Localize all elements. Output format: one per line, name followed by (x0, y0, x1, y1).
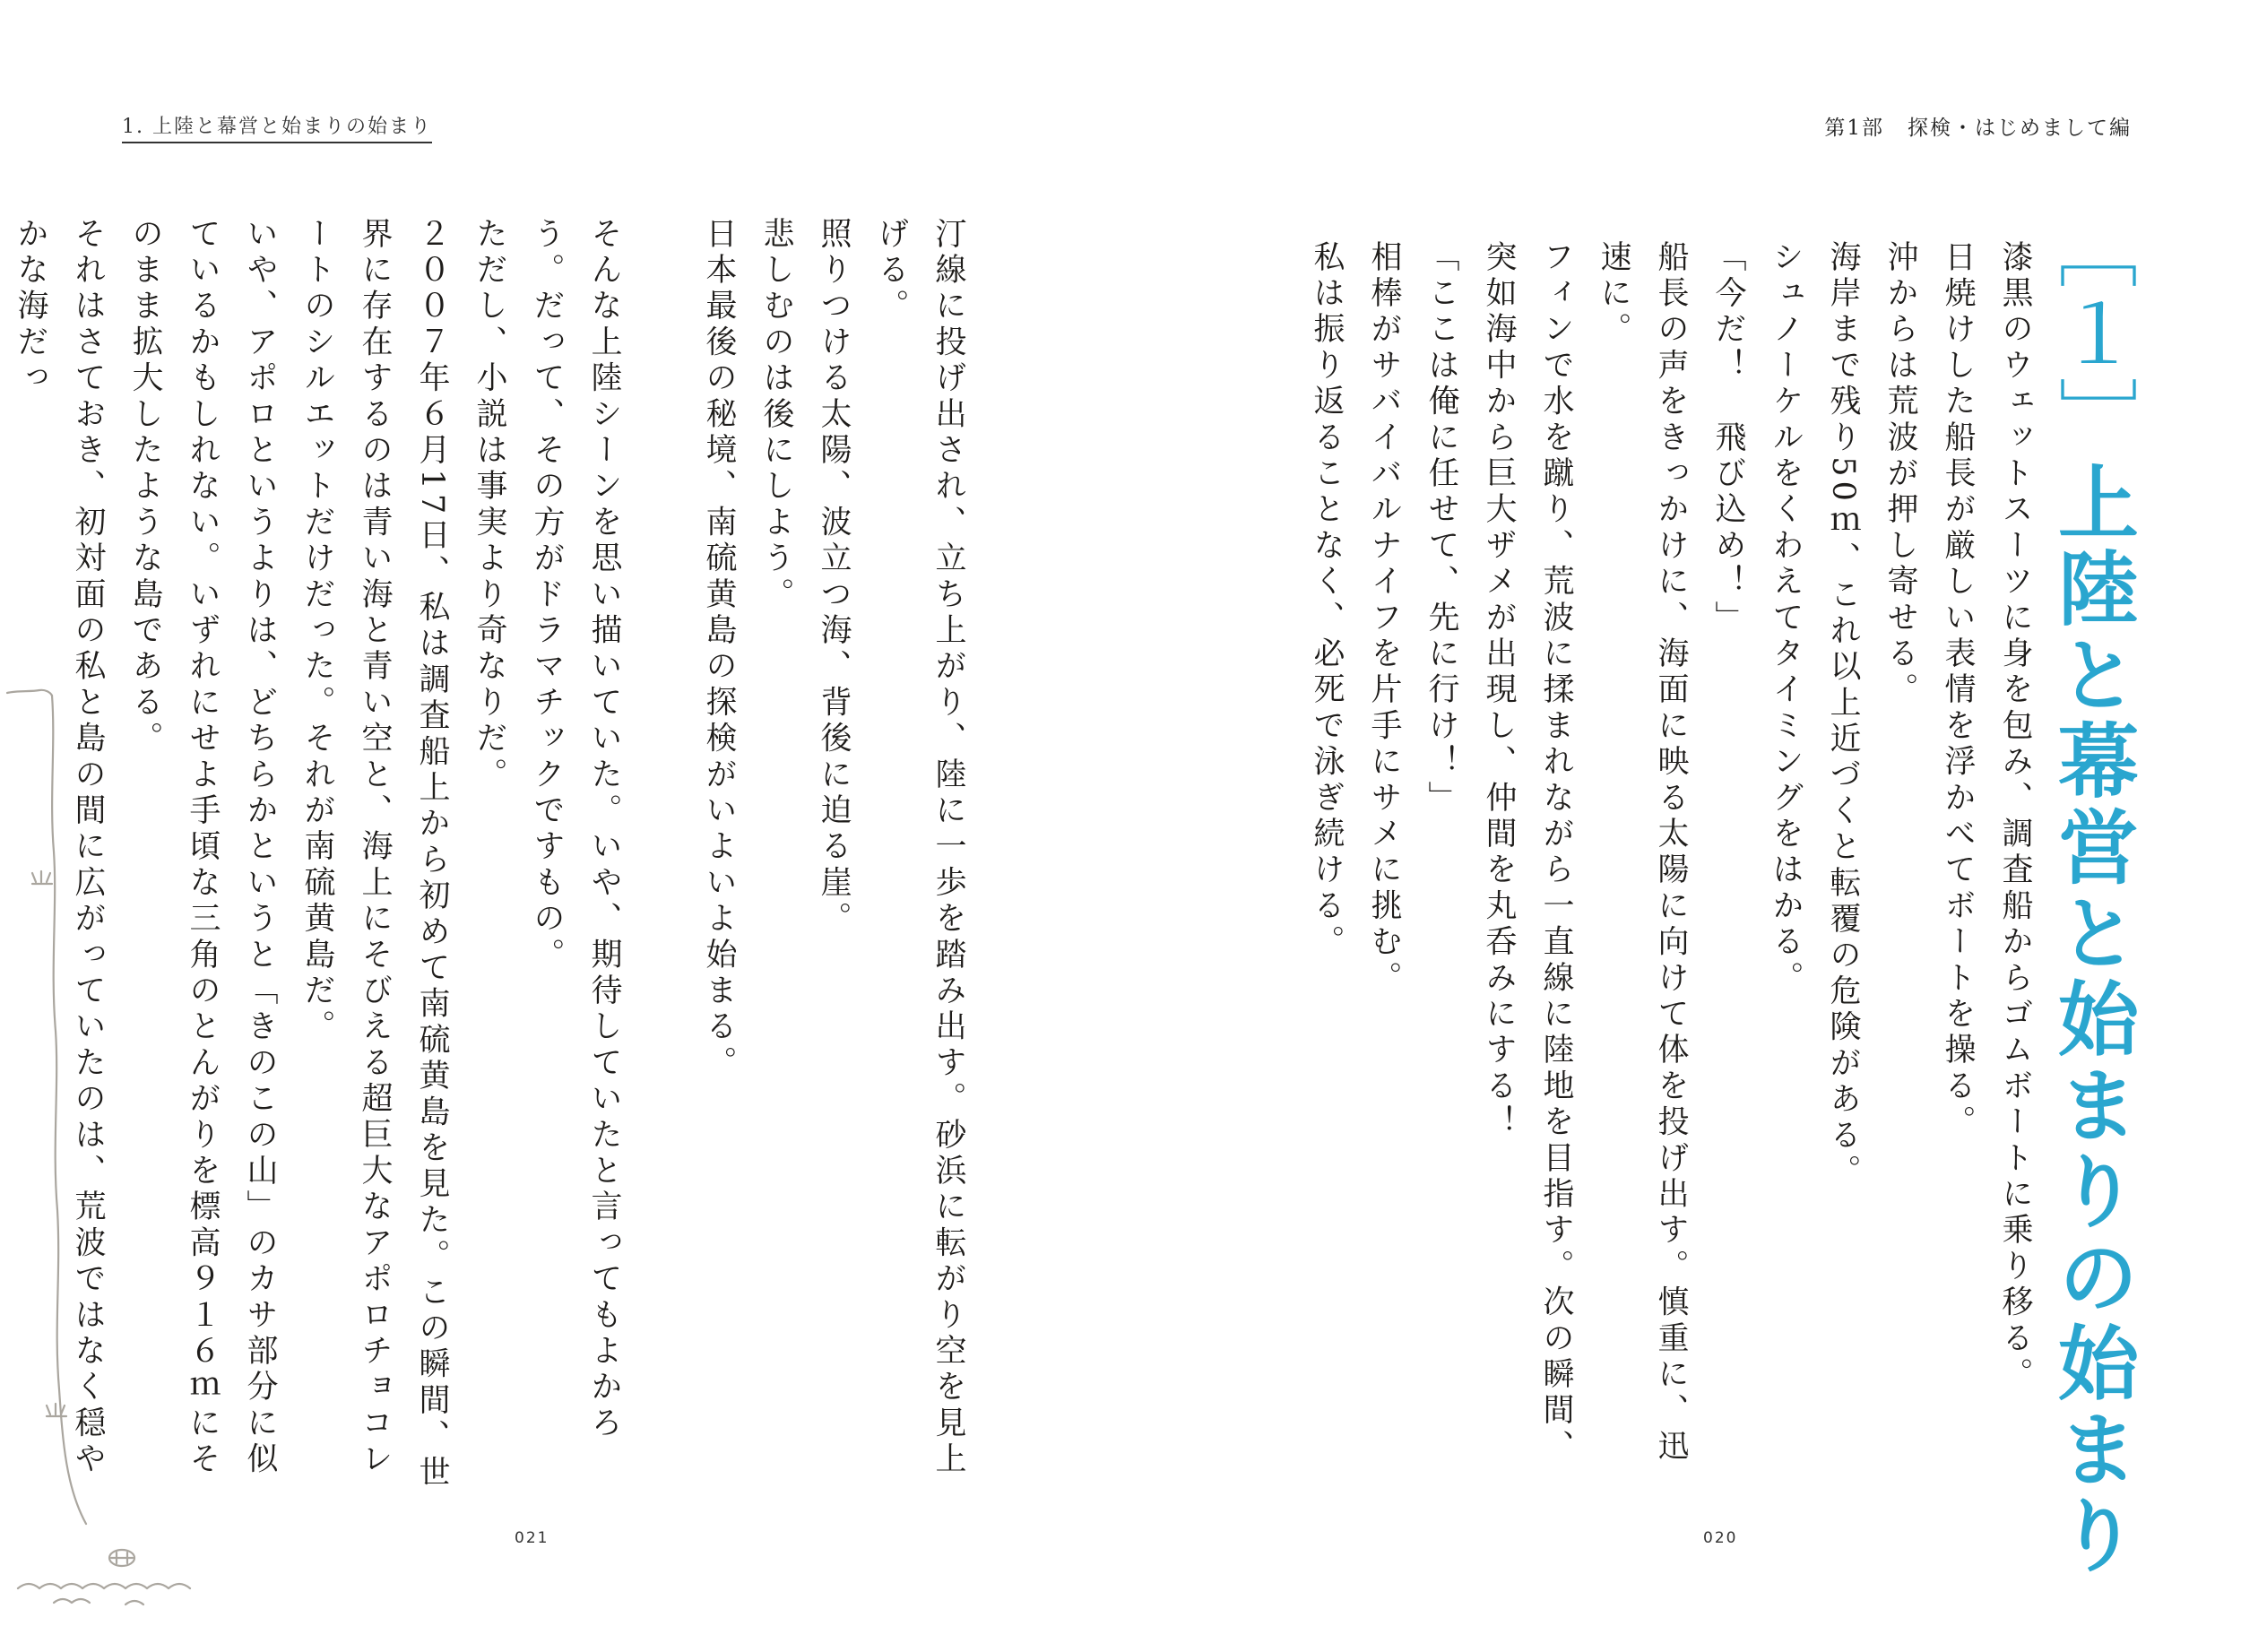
paragraph: 「ここは俺に任せて、先に行け！」 (1423, 240, 1459, 817)
paragraph: 漆黒のウェットスーツに身を包み、調査船からゴムボートに乗り移る。 (1997, 240, 2033, 1394)
paragraph: 「今だ！ 飛び込め！」 (1710, 240, 1746, 637)
paragraph: 私は振り返ることなく、必死で泳ぎ続ける。 (1309, 240, 1345, 961)
paragraph: シュノーケルをくわえてタイミングをはかる。 (1768, 240, 1804, 998)
running-head-section: 探検・はじめまして編 (1908, 117, 2132, 140)
chapter-title-text: 上陸と幕営と始まりの始まり (2044, 461, 2138, 1579)
paragraph: ただし、小説は事実より奇なりだ。 (472, 217, 507, 794)
paragraph: 日本最後の秘境、南硫黄島の探検がいよいよ始まる。 (701, 217, 737, 1082)
paragraph: 汀線に投げ出され、立ち上がり、陸に一歩を踏み出す。砂浜に転がり空を見上げる。 (873, 217, 966, 1478)
paragraph: それはさておき、初対面の私と島の間に広がっていたのは、荒波ではなく穏やかな海だっ (13, 217, 106, 1478)
paragraph: 船長の声をきっかけに、海面に映る太陽に向けて体を投げ出す。慎重に、迅速に。 (1596, 240, 1689, 1466)
paragraph: そんな上陸シーンを思い描いていた。いや、期待していたと言ってもよかろう。だって、その方がドラマチックですもの。 (529, 217, 622, 1442)
paragraph: 海岸まで残り50ｍ、これ以上近づくと転覆の危険がある。 (1825, 240, 1861, 1190)
cliff-sketch-illustration (0, 681, 197, 1613)
paragraph: 相棒がサバイバルナイフを片手にサメに挑む。 (1366, 240, 1402, 998)
paragraph-break (633, 217, 690, 1499)
paragraph: 照りつける太陽、波立つ海、背後に迫る崖。 (816, 217, 852, 938)
body-text-right-page (1282, 240, 2044, 1495)
page-number-right: 020 (1703, 1529, 1738, 1547)
paragraph: フィンで水を蹴り、荒波に揉まれながら一直線に陸地を目指す。次の瞬間、突如海中から巨大ザメが出現し、仲間を丸呑みにする！ (1481, 240, 1574, 1466)
paragraph: ２００７年６月17日、私は調査船上から初めて南硫黄島を見た。この瞬間、世界に存在するのは青い海と青い空と、海上にそびえる超巨大なアポロチョコレートのシルエットだけだった。それが南硫黄島だ。 (299, 217, 450, 1492)
paragraph: 日焼けした船長が厳しい表情を浮かべてボートを操る。 (1940, 240, 1976, 1141)
running-head-part: 第1部 (1824, 117, 1884, 140)
page-number-left: 021 (515, 1529, 549, 1547)
paragraph: 沖からは荒波が押し寄せる。 (1882, 240, 1918, 709)
running-head-left: 1. 上陸と幕営と始まりの始まり (122, 111, 432, 143)
body-text-left-page (13, 217, 977, 1499)
paragraph: 悲しむのは後にしよう。 (758, 217, 794, 614)
chapter-number: ［１］ (2044, 208, 2138, 461)
paragraph: いや、アポロというよりは、どちらかというと「きのこの山」のカサ部分に似ているかもしれない。いずれにせよ手頃な三角のとんがりを標高９１６ｍにそのまま拡大したような島である。 (127, 217, 278, 1478)
running-head-right (1801, 111, 2132, 141)
chapter-title (2044, 208, 2138, 1579)
